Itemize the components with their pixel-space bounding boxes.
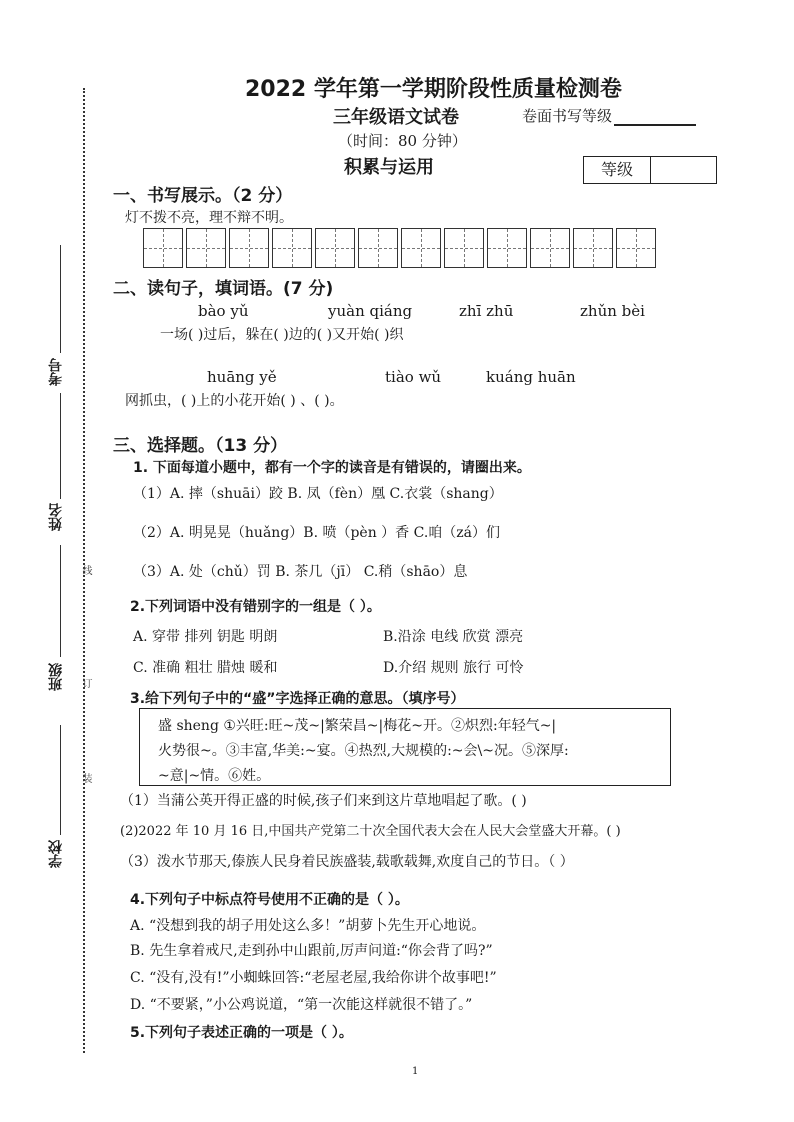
sheng-meaning-line: ~意|~情。⑥姓。 [158,768,271,784]
mark-bind: 订 [80,678,91,688]
writing-cell[interactable] [444,228,484,268]
section1-heading: 一、书写展示。（2 分） [113,186,293,206]
section2-line1: 一场( )过后，躲在( )边的( )又开始( )织 [160,327,404,343]
neatness-label: 卷面书写等级 [522,107,613,125]
exam-no-line [60,245,61,353]
q4-option: D. “不要紧，”小公鸡说道，“第一次能这样就很不错了。” [130,997,473,1013]
q2-option: B.沿涂 电线 欣赏 漂亮 [383,629,524,645]
pinyin: zhī zhū [459,302,514,320]
pinyin: kuáng huān [486,368,576,386]
q2-stem: 2.下列词语中没有错别字的一组是（ ）。 [130,599,381,615]
exam-time: （时间：80 分钟） [338,132,467,150]
mark-fold: 装 [80,773,91,783]
exam-title: 2022 学年第一学期阶段性质量检测卷 [245,77,622,102]
section2-heading: 二、读句子，填词语。(7 分) [113,279,334,299]
q4-option: A. “没想到我的胡子用处这么多！”胡萝卜先生开心地说。 [130,918,486,934]
q1-row: （2）A. 明晃晃（huǎng）B. 喷（pèn ）香 C.咱（zá）们 [133,525,501,541]
section3-heading: 三、选择题。（13 分） [113,436,288,456]
writing-grid[interactable] [143,228,659,268]
q2-option: C. 准确 粗壮 腊烛 暖和 [133,660,278,676]
q1-row: （3）A. 处（chǔ）罚 B. 茶几（jī） C.稍（shāo）息 [133,564,468,580]
mark-line: 线 [80,565,91,575]
sheng-meaning-line: 盛 sheng ①兴旺:旺~茂~|繁荣昌~|梅花~开。②炽烈:年轻气~| [158,718,557,734]
writing-cell[interactable] [229,228,269,268]
q1-stem: 1. 下面每道小题中，都有一个字的读音是有错误的，请圈出来。 [133,460,531,476]
sheng-meaning-line: 火势很~。③丰富,华美:~宴。④热烈,大规模的:~会\~况。⑤深厚: [158,743,569,759]
exam-no-label: 考号 [48,358,64,386]
name-label: 姓名 [48,503,64,531]
q3-item: (2)2022 年 10 月 16 日,中国共产党第二十次全国代表大会在人民大会堂盛大开幕。( ) [120,824,621,839]
pinyin: bào yǔ [198,302,249,320]
q1-row: （1）A. 摔（shuāi）跤 B. 凤（fèn）凰 C.衣裳（shang） [133,486,503,502]
q5-stem: 5.下列句子表述正确的一项是（ ）。 [130,1025,353,1041]
writing-cell[interactable] [573,228,613,268]
grade-label: 等级 [584,157,651,183]
class-label: 班级 [48,663,64,691]
writing-cell[interactable] [530,228,570,268]
name-line [60,393,61,499]
writing-cell[interactable] [186,228,226,268]
school-label: 学校 [48,840,64,868]
q4-option: B. 先生拿着戒尺,走到孙中山跟前,厉声问道:“你会背了吗?” [130,943,493,959]
section1-text: 灯不拨不亮，理不辩不明。 [125,210,293,226]
q4-stem: 4.下列句子中标点符号使用不正确的是（ ）。 [130,892,409,908]
writing-cell[interactable] [401,228,441,268]
q2-option: D.介绍 规则 旅行 可怜 [383,660,524,676]
section2-line2: 网抓虫，( )上的小花开始( ) 、( )。 [125,393,344,409]
writing-cell[interactable] [272,228,312,268]
school-line [60,725,61,835]
q3-stem: 3.给下列句子中的“盛”字选择正确的意思。（填序号） [130,691,465,707]
pinyin: tiào wǔ [385,368,442,386]
pinyin: huāng yě [207,368,277,386]
class-line [60,545,61,657]
q4-option: C. “没有,没有!”小蜘蛛回答:“老屋老屋,我给你讲个故事吧!” [130,970,497,986]
writing-cell[interactable] [616,228,656,268]
writing-cell[interactable] [315,228,355,268]
page-number: 1 [412,1066,419,1077]
writing-cell[interactable] [487,228,527,268]
pinyin: yuàn qiáng [328,302,413,320]
neatness-grade [522,105,696,126]
writing-cell[interactable] [143,228,183,268]
neatness-blank[interactable] [614,110,696,126]
q3-item: （3）泼水节那天,傣族人民身着民族盛装,载歌载舞,欢度自己的节日。（ ） [120,854,574,870]
writing-cell[interactable] [358,228,398,268]
pinyin: zhǔn bèi [580,302,645,320]
exam-subtitle: 三年级语文试卷 [333,107,459,128]
grade-box[interactable] [583,156,717,184]
q3-item: （1）当蒲公英开得正盛的时候,孩子们来到这片草地唱起了歌。( ) [120,793,527,809]
q2-option: A. 穿带 排列 钥匙 明朗 [133,629,278,645]
part-title: 积累与运用 [344,157,434,178]
